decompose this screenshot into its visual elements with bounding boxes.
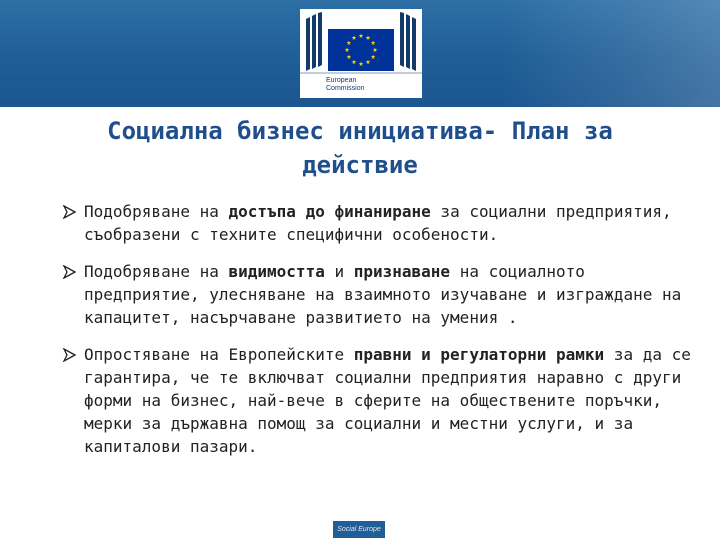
bullet-segment-bold: признаване (353, 262, 451, 281)
header-banner (0, 0, 720, 107)
logo-line-european: European (326, 77, 357, 84)
logo-line-commission: Commission (326, 85, 365, 92)
bullet-text (84, 202, 672, 244)
bullet-segment: за социални предприятия, съобразени с техните специфични особености. (84, 202, 672, 244)
page-title (28, 114, 692, 182)
header-shade (500, 0, 720, 107)
bullet-text (84, 345, 691, 456)
bullet-segment: на социалното предприятие, улесняване на взаимното изучаване и изграждане на капацитет, насърчаване развитието на умения . (84, 262, 682, 327)
bullet-segment: Подобряване на (84, 202, 229, 221)
bullet-text (84, 262, 681, 327)
bullet-segment: и (324, 262, 354, 281)
bullet-segment: за да се гарантира, че те включват социални предприятия наравно с други форми на бизнес, най-вече в сферите на обществените поръчки, мерки за държавна помощ за социални и местни услуги, и за капиталови пазари. (84, 345, 691, 456)
logo-wordmark (326, 77, 365, 93)
bullet-segment: Подобряване на (84, 262, 229, 281)
arrow-bullet-icon (62, 205, 76, 219)
bullet-list (62, 200, 702, 458)
bullet-segment: Опростяване на Европейските (84, 345, 354, 364)
arrow-bullet-icon (62, 348, 76, 362)
arrow-bullet-icon (62, 265, 76, 279)
social-europe-logo: Social Europe (333, 521, 385, 538)
bullet-segment-bold: видимостта (228, 262, 325, 281)
bullet-item (62, 200, 702, 246)
bullet-segment-bold: достъпа до финаниране (228, 202, 431, 221)
bullet-item (62, 260, 702, 329)
title-line-1: Социална бизнес инициатива- План за (107, 117, 613, 145)
european-commission-logo (300, 9, 422, 98)
title-line-2: действие (302, 151, 418, 179)
bullet-item (62, 343, 702, 458)
bullet-segment-bold: правни и регулаторни рамки (353, 345, 605, 364)
